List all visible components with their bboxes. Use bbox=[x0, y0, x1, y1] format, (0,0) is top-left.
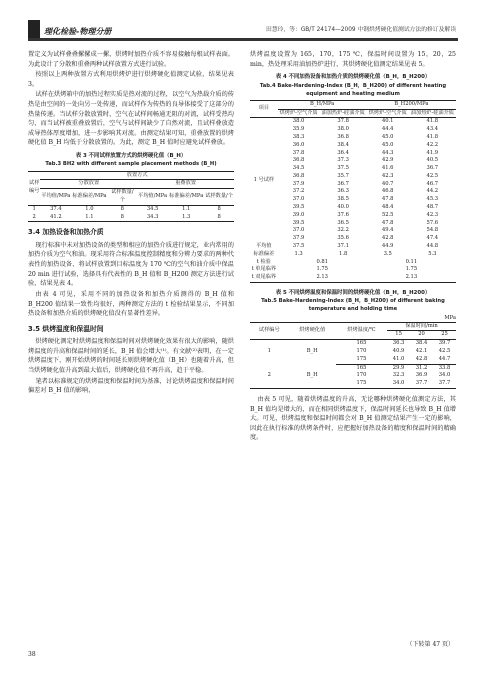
table-cell: 32.2 bbox=[337, 227, 349, 234]
table-row-label: 平均值 bbox=[256, 243, 272, 250]
table-row bbox=[250, 196, 456, 204]
table-header: B_H/MPa bbox=[278, 100, 367, 109]
table-cell: 42.5 bbox=[426, 172, 439, 179]
table-cell: 1.75 bbox=[316, 266, 328, 273]
table-header: 试样 编号 bbox=[28, 171, 40, 205]
table-cell: 37.8 bbox=[337, 118, 349, 125]
paragraph: 置定义为试样叠叠摞摞成一摞，烘烤时加热介质不容易接触每根试样表面。为此设计了分散和重叠两种试样放置方式进行试验。 bbox=[28, 51, 234, 68]
table-row-label: 1 bbox=[267, 348, 271, 355]
table-cell: 1.8 bbox=[339, 250, 348, 257]
table-header: 25 bbox=[433, 331, 456, 340]
table-row-label: B_H bbox=[306, 372, 318, 379]
table-cell: 36.3 bbox=[392, 340, 405, 347]
table-cell: 1.0 bbox=[85, 205, 94, 212]
table-cell: 1.1 bbox=[182, 205, 191, 212]
journal-logo-text: 理化检验-物理分册 bbox=[44, 27, 112, 36]
table-header: 烘烤炉-空气介质 bbox=[367, 109, 409, 118]
table-3 bbox=[28, 171, 234, 223]
table-cell: 1.3 bbox=[182, 213, 191, 220]
table-cell: 54.8 bbox=[426, 227, 439, 234]
table-cell: 37.6 bbox=[337, 211, 349, 218]
table-cell: 39.7 bbox=[438, 340, 451, 347]
table-cell: 34.0 bbox=[392, 380, 405, 387]
table-cell: 34.3 bbox=[146, 213, 159, 220]
table-cell: 45.3 bbox=[426, 196, 439, 203]
table-header: 15 bbox=[387, 331, 410, 340]
table-cell: 36.7 bbox=[426, 165, 439, 172]
table-cell: 36.4 bbox=[337, 149, 349, 156]
table-row bbox=[250, 259, 456, 267]
table-cell: 170 bbox=[356, 348, 367, 354]
table-cell: 37.4 bbox=[50, 205, 62, 212]
table-cell: 44.9 bbox=[381, 243, 394, 250]
table-cell: 36.8 bbox=[337, 133, 349, 140]
table-row bbox=[250, 173, 456, 181]
table-row-label: 1 号试样 bbox=[253, 176, 275, 183]
table-header: 标准偏差/MPa bbox=[168, 189, 204, 206]
table-row bbox=[28, 214, 234, 222]
table-cell: 36.5 bbox=[337, 219, 349, 226]
table-cell: 44.3 bbox=[381, 149, 394, 156]
table-cell: 34.5 bbox=[292, 165, 305, 172]
table-caption-en: Tab.5 Bake-Hardening-Index (B_H，B_H200) of different baking bbox=[261, 298, 445, 305]
table-cell: 8 bbox=[217, 205, 221, 212]
table-cell: 48.4 bbox=[381, 204, 394, 211]
table-cell: 52.5 bbox=[381, 211, 394, 218]
running-title: 田慧玲，等：GB/T 24174—2009 中钢烘烤硬化值测试方法的修订及解读 bbox=[266, 27, 456, 33]
table-cell: 45.0 bbox=[381, 133, 394, 140]
table-cell: 37.0 bbox=[292, 227, 305, 234]
table-cell: 37.5 bbox=[292, 243, 305, 250]
table-row bbox=[250, 126, 456, 134]
table-row-label: t 检验 bbox=[256, 258, 271, 265]
table-cell: 36.0 bbox=[292, 141, 305, 148]
table-header: 保温时间/min bbox=[387, 322, 456, 331]
table-cell: 40.1 bbox=[381, 118, 394, 125]
table-caption-en: temperature and holding time bbox=[308, 306, 398, 313]
table-cell: 37.1 bbox=[337, 243, 349, 250]
table-cell: 36.9 bbox=[415, 372, 428, 379]
table-cell: 42.3 bbox=[426, 211, 439, 218]
section-heading: 3.5 烘烤温度和保温时间 bbox=[28, 324, 104, 333]
page-number: 38 bbox=[28, 651, 36, 658]
table-cell: 29.9 bbox=[392, 364, 405, 371]
table-cell: 8 bbox=[120, 213, 124, 220]
table-4 bbox=[250, 100, 456, 283]
section-heading: 3.4 加热设备和加热介质 bbox=[28, 228, 104, 237]
table-row bbox=[250, 212, 456, 220]
table-header: 平均值/MPa bbox=[137, 189, 168, 206]
table-row bbox=[250, 227, 456, 235]
table-cell: 31.2 bbox=[415, 364, 428, 371]
table-row bbox=[250, 157, 456, 165]
table-cell: 37.9 bbox=[292, 235, 305, 242]
table-cell: 47.8 bbox=[381, 196, 394, 203]
table-header: 油加热炉-硅油介质 bbox=[409, 109, 456, 118]
table-cell: 39.5 bbox=[292, 219, 305, 226]
table-cell: 1.3 bbox=[294, 250, 303, 257]
table-header: B_H200/MPa bbox=[367, 100, 456, 109]
table-units: MPa bbox=[444, 314, 456, 321]
table-row-label: B_H bbox=[306, 348, 318, 355]
table-cell: 175 bbox=[356, 380, 367, 387]
table-cell: 42.3 bbox=[381, 172, 394, 179]
table-cell: 49.4 bbox=[381, 227, 394, 234]
table-header: 分散放置 bbox=[40, 180, 137, 189]
table-cell: 40.5 bbox=[426, 157, 439, 164]
paragraph: 试样在烘烤箱中的加热过程实质是热对流的过程，以空气为热载介质的传热是由空间的一处向另一处传递，而试样作为传热的良导体接受了这部分的热量传递。当试样分散放置时，空气在试样间畅通无阻的对流，试样受热均匀，而当试样被重叠放置后，空气与试样间缺少了自然对流，且试样叠放造成导热体厚度增加，进一步影响其对流。由测定结果可知，重叠放置的烘烤硬化值 B_H 均低于分散放置的。为此，测定 B_H 值时应避免试样叠放。 bbox=[28, 91, 234, 147]
table-cell: 5.3 bbox=[428, 250, 437, 257]
table-cell: 1.75 bbox=[405, 266, 418, 273]
table-cell: 34.5 bbox=[146, 205, 159, 212]
table-cell: 38.5 bbox=[337, 196, 349, 203]
continuation-note: （下转第 47 页） bbox=[406, 641, 454, 648]
table-header: 试样数量/个 bbox=[108, 189, 138, 206]
paragraph: 烘烤温度设置为 165，170，175 ℃，保温时间设置为 15，20，25 min，热处理采用油加热炉进行，其烘烤硬化值测定结果见表 5。 bbox=[250, 51, 456, 68]
table-row bbox=[250, 134, 456, 142]
table-cell: 2 bbox=[32, 213, 36, 220]
table-cell: 42.8 bbox=[410, 356, 433, 364]
table-cell: 38.4 bbox=[337, 141, 349, 148]
table-caption: 表 5 不同烘烤温度和保温时间的烘烤硬化值（B_H，B_H200） bbox=[275, 290, 431, 297]
table-row bbox=[250, 142, 456, 150]
table-cell: 33.8 bbox=[438, 364, 451, 371]
table-cell: 38.0 bbox=[337, 126, 349, 133]
table-cell: 39.5 bbox=[292, 204, 305, 211]
table-cell: 35.9 bbox=[292, 126, 305, 133]
table-row bbox=[250, 188, 456, 196]
table-cell: 165 bbox=[356, 340, 367, 347]
table-cell: 35.6 bbox=[337, 235, 349, 242]
table-row-label: t 单尾临界 bbox=[251, 266, 277, 273]
table-cell: 37.2 bbox=[292, 188, 305, 195]
table-cell: 44.7 bbox=[433, 356, 456, 364]
table-header: 试样数量/个 bbox=[204, 189, 234, 206]
table-cell: 42.9 bbox=[381, 157, 394, 164]
table-row bbox=[250, 235, 456, 243]
table-cell: 38.4 bbox=[415, 340, 428, 347]
table-cell: 44.8 bbox=[426, 243, 439, 250]
table-cell: 34.0 bbox=[438, 372, 451, 379]
table-row-label: t 双尾临界 bbox=[251, 274, 277, 281]
table-row bbox=[250, 364, 456, 372]
table-cell: 3.5 bbox=[383, 250, 392, 257]
table-header: 油加热炉-硅油介质 bbox=[320, 109, 367, 118]
table-cell: 32.3 bbox=[392, 372, 405, 379]
table-cell: 38.0 bbox=[292, 118, 305, 125]
table-row bbox=[250, 204, 456, 212]
table-row bbox=[250, 181, 456, 189]
table-caption-en: equipment and heating medium bbox=[306, 90, 400, 97]
table-header: 烘烤炉-空气介质 bbox=[278, 109, 320, 118]
table-cell: 165 bbox=[356, 364, 367, 371]
table-header: 平均值/MPa bbox=[40, 189, 71, 206]
table-cell: 47.4 bbox=[426, 235, 439, 242]
table-cell: 40.0 bbox=[337, 204, 349, 211]
table-5 bbox=[250, 322, 456, 389]
table-cell: 8 bbox=[217, 213, 221, 220]
table-row bbox=[28, 205, 234, 213]
table-header: 试样编号 bbox=[250, 322, 289, 340]
table-cell: 35.7 bbox=[337, 172, 349, 179]
table-header: 烘烤温度/℃ bbox=[336, 322, 387, 340]
table-cell: 44.2 bbox=[426, 188, 439, 195]
table-cell: 41.8 bbox=[426, 133, 439, 140]
page-header bbox=[0, 0, 480, 48]
table-cell: 40.9 bbox=[392, 348, 405, 354]
table-cell: 1 bbox=[32, 205, 36, 212]
table-cell: 42.5 bbox=[438, 348, 451, 354]
table-cell: 42.1 bbox=[415, 348, 428, 354]
table-row-label: 标准偏差 bbox=[253, 250, 275, 257]
table-cell: 0.11 bbox=[405, 258, 418, 265]
table-cell: 37.5 bbox=[337, 165, 349, 172]
table-row bbox=[250, 150, 456, 158]
table-header: 标准偏差/MPa bbox=[71, 189, 107, 206]
paragraph: 由表 4 可见，采用不同的加热设备和加热介质测得的 B_H 值和 B_H200 值结果一致性均很好，两种测定方法的 t 检验结果显示，不同加热设备和加热介质的烘烤硬化值没有显著性差异。 bbox=[28, 290, 234, 318]
table-header: 20 bbox=[410, 331, 433, 340]
table-cell: 57.6 bbox=[426, 219, 439, 226]
journal-logo-mark bbox=[28, 20, 40, 40]
paragraph: 烘烤硬化测定时烘烤温度和保温时间对烘烤硬化效果有很大的影响，随烘烤温度的升高和保温时间的延长，B_H 值会增大⁽¹⁾。有文献⁽²⁾表明，在一定烘烤温度下，刚开始烘烤的时间延长则烘烤硬化值（B_H）也随着升高，但当烘烤硬化值升高到最大值后，烘烤硬化值不再升高，趋于平稳。 bbox=[28, 338, 234, 375]
table-row bbox=[250, 251, 456, 259]
right-column bbox=[250, 50, 456, 444]
table-cell: 37.9 bbox=[292, 180, 305, 187]
table-header: 放置方式 bbox=[40, 171, 234, 180]
table-cell: 43.4 bbox=[426, 126, 439, 133]
table-cell: 42.8 bbox=[381, 235, 394, 242]
table-row bbox=[250, 243, 456, 251]
table-row-label: 2 bbox=[267, 372, 271, 379]
left-column bbox=[28, 50, 234, 397]
table-cell: 41.0 bbox=[387, 356, 410, 364]
table-row bbox=[250, 340, 456, 348]
table-caption: 表 3 不同试样放置方式的烘烤硬化值（B_H） bbox=[75, 153, 187, 160]
table-row bbox=[250, 118, 456, 126]
table-row bbox=[250, 220, 456, 228]
table-cell: 1.1 bbox=[85, 213, 94, 220]
table-caption-en: Tab.3 BH2 with different sample placement methods (B_H) bbox=[45, 161, 217, 168]
table-cell: 41.9 bbox=[426, 149, 439, 156]
table-cell: 41.6 bbox=[381, 165, 394, 172]
table-cell: 37.8 bbox=[292, 149, 305, 156]
table-cell: 2.13 bbox=[316, 274, 328, 281]
table-cell: 0.81 bbox=[316, 258, 328, 265]
table-cell: 42.2 bbox=[426, 141, 439, 148]
table-cell: 45.0 bbox=[381, 141, 394, 148]
table-header: 烘烤硬化值 bbox=[289, 322, 336, 340]
table-row bbox=[250, 165, 456, 173]
table-cell: 37.7 bbox=[415, 380, 428, 387]
table-row bbox=[250, 266, 456, 274]
table-cell: 36.7 bbox=[337, 180, 349, 187]
table-cell: 38.3 bbox=[292, 133, 305, 140]
table-cell: 39.0 bbox=[292, 211, 305, 218]
table-cell: 40.7 bbox=[381, 180, 394, 187]
table-cell: 36.8 bbox=[292, 157, 305, 164]
table-cell: 37.3 bbox=[337, 157, 349, 164]
table-cell: 46.8 bbox=[381, 188, 394, 195]
table-cell: 37.7 bbox=[438, 380, 451, 387]
paragraph: 现行标准中未对加热设备的类型和相应的加热介质进行规定，业内常用的加热介质为空气和油。现采用符合标准温度控制精度和分辨力要求的两种代表性的加热设备，将试样放置到目标温度为 170 ℃的空气和油介质中保温 20 min 进行试验，选择具有代表性的 B_H 值和 B_H200 测定方法进行试验，结果见表 4。 bbox=[28, 241, 234, 288]
table-caption-en: Tab.4 Bake-Hardening-Index (B_H，B_H200) of different heating bbox=[259, 82, 447, 89]
paragraph: 笔者以标准规定的烘烤温度和保温时间为基准，讨论烘烤温度和保温时间偏差对 B_H 值的影响， bbox=[28, 377, 234, 395]
table-cell: 37.0 bbox=[292, 196, 305, 203]
table-cell: 46.7 bbox=[426, 180, 439, 187]
table-cell: 2.13 bbox=[405, 274, 418, 281]
table-cell: 47.8 bbox=[381, 219, 394, 226]
table-cell: 170 bbox=[356, 372, 367, 379]
paragraph: 按照以上两种放置方式利用烘烤炉进行烘烤硬化值测定试验，结果见表 3。 bbox=[28, 71, 234, 88]
table-cell: 48.7 bbox=[426, 204, 439, 211]
table-row bbox=[250, 274, 456, 282]
paragraph: 由表 5 可见，随着烘烤温度的升高，无论哪种烘烤硬化值测定方法，其 B_H 值均是增大的，而在相同烘烤温度下，保温时间延长也导致 B_H 值增大。可见，烘烤温度和保温时间都会对 B_H 值测定结果产生一定的影响，因此在执行标准的烘烤条件时，应把握好加热设备的精度和保温时间的精确度。 bbox=[250, 395, 456, 442]
table-cell: 175 bbox=[336, 356, 387, 364]
table-cell: 41.2 bbox=[50, 213, 62, 220]
table-cell: 8 bbox=[120, 205, 124, 212]
header-rule bbox=[28, 38, 458, 41]
table-cell: 44.4 bbox=[381, 126, 394, 133]
table-cell: 41.8 bbox=[426, 118, 439, 125]
table-caption: 表 4 不同加热设备和加热介质的烘烤硬化值（B_H，B_H200） bbox=[275, 74, 431, 81]
table-cell: 36.8 bbox=[292, 172, 305, 179]
table-header: 重叠放置 bbox=[137, 180, 234, 189]
table-cell: 36.3 bbox=[337, 188, 349, 195]
table-header: 项目 bbox=[250, 100, 278, 118]
